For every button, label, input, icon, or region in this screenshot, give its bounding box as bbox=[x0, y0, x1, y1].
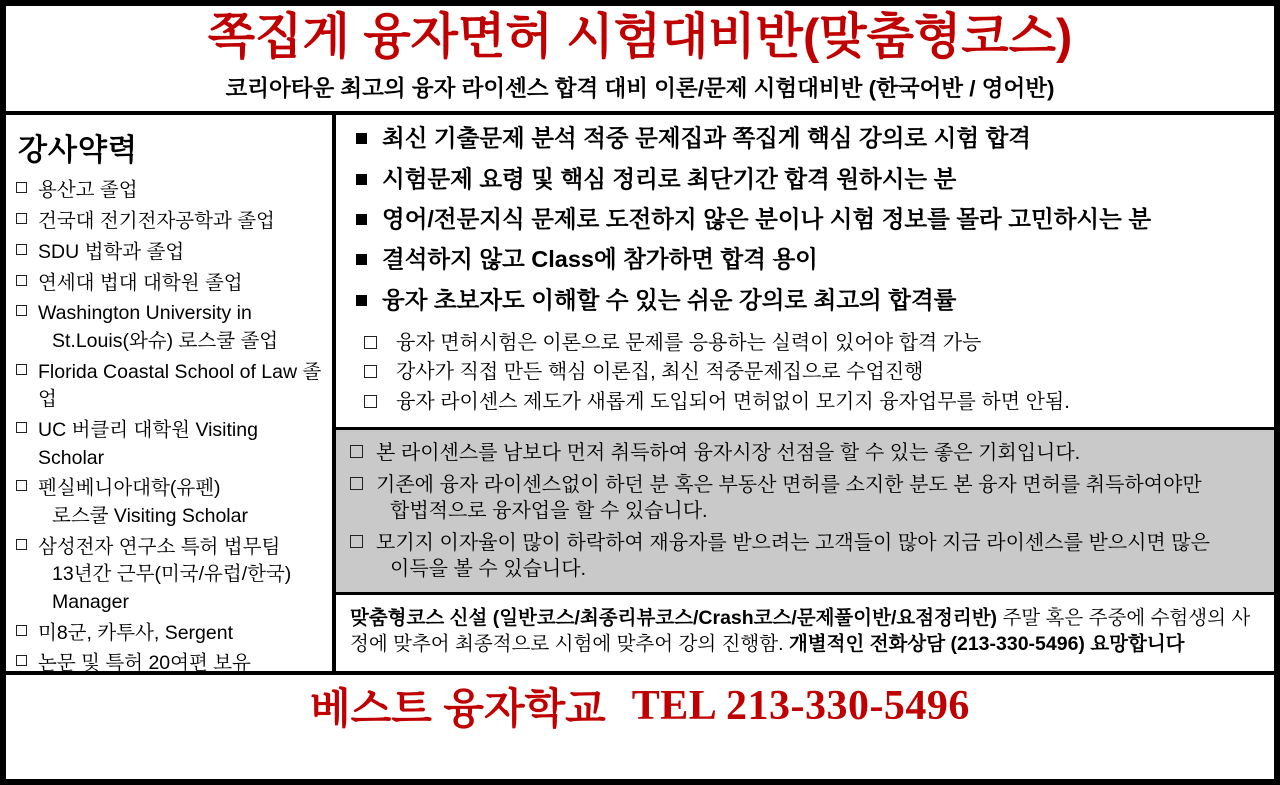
square-bullet-icon bbox=[356, 133, 367, 144]
checkbox-icon bbox=[16, 480, 27, 491]
list-item-label: 삼성전자 연구소 특허 법무팀 bbox=[38, 535, 281, 558]
list-item-label: 기존에 융자 라이센스없이 하던 분 혹은 부동산 면허를 소지한 분도 본 융자 면허를 취득하여야만 bbox=[376, 474, 1202, 497]
list-item-label: 시험문제 요령 및 핵심 정리로 최단기간 합격 원하시는 분 bbox=[382, 165, 957, 192]
list-item bbox=[16, 534, 324, 617]
list-item bbox=[354, 287, 1264, 313]
list-item bbox=[354, 125, 1264, 151]
checkbox-icon bbox=[16, 213, 27, 224]
checkbox-icon bbox=[16, 625, 27, 636]
list-item-label-cont: 합법적으로 융자업을 할 수 있습니다. bbox=[390, 500, 708, 523]
list-item bbox=[16, 650, 324, 678]
brand-name: 베스트 융자학교 bbox=[310, 685, 606, 733]
list-item bbox=[16, 239, 324, 267]
list-item-label: Washington University in bbox=[38, 302, 252, 325]
course-note-part3: 맞추어 최종적으로 시험에 맞추어 강의 진행함. bbox=[393, 633, 784, 656]
list-item-label: 융자 초보자도 이해할 수 있는 쉬운 강의로 최고의 합격률 bbox=[382, 286, 957, 313]
checkbox-icon bbox=[364, 336, 377, 349]
ad-footer bbox=[6, 671, 1274, 737]
list-item bbox=[16, 417, 324, 472]
list-item-label: 최신 기출문제 분석 적중 문제집과 쪽집게 핵심 강의로 시험 합격 bbox=[382, 125, 1031, 152]
list-item-label: 용산고 졸업 bbox=[38, 179, 138, 202]
list-item bbox=[350, 472, 1262, 524]
checkbox-icon bbox=[364, 365, 377, 378]
list-item-label-cont: 13년간 근무(미국/유럽/한국) bbox=[52, 563, 292, 586]
checkbox-icon bbox=[16, 655, 27, 666]
checkbox-icon bbox=[16, 539, 27, 550]
list-item bbox=[354, 206, 1264, 232]
course-note bbox=[336, 595, 1274, 658]
list-item-label: 융자 면허시험은 이론으로 문제를 응용하는 실력이 있어야 합격 가능 bbox=[396, 332, 982, 354]
list-item-label: 미8군, 카투사, Sergent bbox=[38, 621, 233, 644]
list-item-label: 펜실베니아대학(유펜) bbox=[38, 477, 221, 500]
list-item bbox=[16, 620, 324, 648]
instructor-profile-column bbox=[6, 115, 336, 675]
checkbox-icon bbox=[350, 477, 363, 490]
instructor-profile-list bbox=[16, 177, 324, 678]
list-item-label: 건국대 전기전자공학과 졸업 bbox=[38, 210, 275, 233]
checkbox-icon bbox=[16, 364, 27, 375]
list-item-label: 모기지 이자율이 많이 하락하여 재융자를 받으려는 고객들이 많아 지금 라이센스를 받으시면 많은 bbox=[376, 532, 1210, 555]
list-item bbox=[354, 246, 1264, 272]
course-note-part1: 맞춤형코스 신설 (일반코스/최종리뷰코스/Crash코스/문제풀이반/요점정리반) bbox=[350, 607, 998, 630]
list-item-label: SDU 법학과 졸업 bbox=[38, 240, 185, 263]
list-item bbox=[16, 475, 324, 530]
square-bullet-icon bbox=[356, 295, 367, 306]
list-item-label-cont: 로스쿨 Visiting Scholar bbox=[52, 505, 248, 527]
list-item bbox=[16, 208, 324, 236]
checkbox-icon bbox=[364, 395, 377, 408]
list-item bbox=[16, 300, 324, 355]
sub-points-list bbox=[336, 331, 1274, 427]
instructor-profile-heading: 강사약력 bbox=[18, 134, 138, 168]
page-title: 쪽집게 융자면허 시험대비반(맞춤형코스) bbox=[207, 10, 1073, 64]
list-item bbox=[362, 331, 1264, 355]
list-item-label-cont: 이득을 볼 수 있습니다. bbox=[390, 558, 587, 581]
page-subtitle: 코리아타운 최고의 융자 라이센스 합격 대비 이론/문제 시험대비반 (한국어반 / 영어반) bbox=[225, 76, 1055, 102]
square-bullet-icon bbox=[356, 174, 367, 185]
list-item-label-cont: St.Louis(와슈) 로스쿨 졸업 bbox=[52, 329, 279, 352]
list-item-label-cont2: Manager bbox=[52, 591, 129, 614]
checkbox-icon bbox=[350, 445, 363, 458]
list-item-label: 영어/전문지식 문제로 도전하지 않은 분이나 시험 정보를 몰라 고민하시는 분 bbox=[382, 206, 1152, 233]
checkbox-icon bbox=[16, 244, 27, 255]
checkbox-icon bbox=[16, 182, 27, 193]
course-note-part4: 개별적인 전화상담 (213-330-5496) 요망합니다 bbox=[783, 633, 1185, 656]
list-item bbox=[362, 360, 1264, 384]
list-item-label: 논문 및 특허 20여편 보유 bbox=[38, 652, 251, 675]
list-item bbox=[16, 359, 324, 414]
list-item bbox=[354, 166, 1264, 192]
list-item-label: 융자 라이센스 제도가 새롭게 도입되어 면허없이 모기지 융자업무를 하면 안됨. bbox=[396, 390, 1070, 413]
checkbox-icon bbox=[16, 305, 27, 316]
key-points-list bbox=[336, 115, 1274, 331]
list-item bbox=[350, 530, 1262, 582]
ad-body bbox=[6, 115, 1274, 675]
checkbox-icon bbox=[350, 535, 363, 548]
list-item bbox=[350, 440, 1262, 466]
list-item-label: UC 버클리 대학원 Visiting Scholar bbox=[38, 418, 258, 469]
course-note-part2: 주말 혹은 주중에 수험생의 사정에 bbox=[350, 607, 1251, 656]
list-item-label: 결석하지 않고 Class에 참가하면 합격 용이 bbox=[382, 246, 818, 273]
list-item bbox=[362, 390, 1264, 414]
list-item bbox=[16, 270, 324, 298]
list-item-label: 강사가 직접 만든 핵심 이론집, 최신 적중문제집으로 수업진행 bbox=[396, 361, 924, 384]
main-content-column bbox=[336, 115, 1274, 671]
ad-header bbox=[6, 6, 1274, 115]
list-item-label: 연세대 법대 대학원 졸업 bbox=[38, 271, 243, 294]
phone-number[interactable]: TEL 213-330-5496 bbox=[631, 683, 970, 730]
list-item-label: Florida Coastal School of Law 졸업 bbox=[38, 360, 322, 411]
list-item bbox=[16, 177, 324, 205]
square-bullet-icon bbox=[356, 214, 367, 225]
checkbox-icon bbox=[16, 275, 27, 286]
benefits-highlight-band bbox=[336, 427, 1274, 595]
square-bullet-icon bbox=[356, 254, 367, 265]
list-item-label: 본 라이센스를 남보다 먼저 취득하여 융자시장 선점을 할 수 있는 좋은 기회입니다. bbox=[376, 442, 1081, 465]
checkbox-icon bbox=[16, 422, 27, 433]
